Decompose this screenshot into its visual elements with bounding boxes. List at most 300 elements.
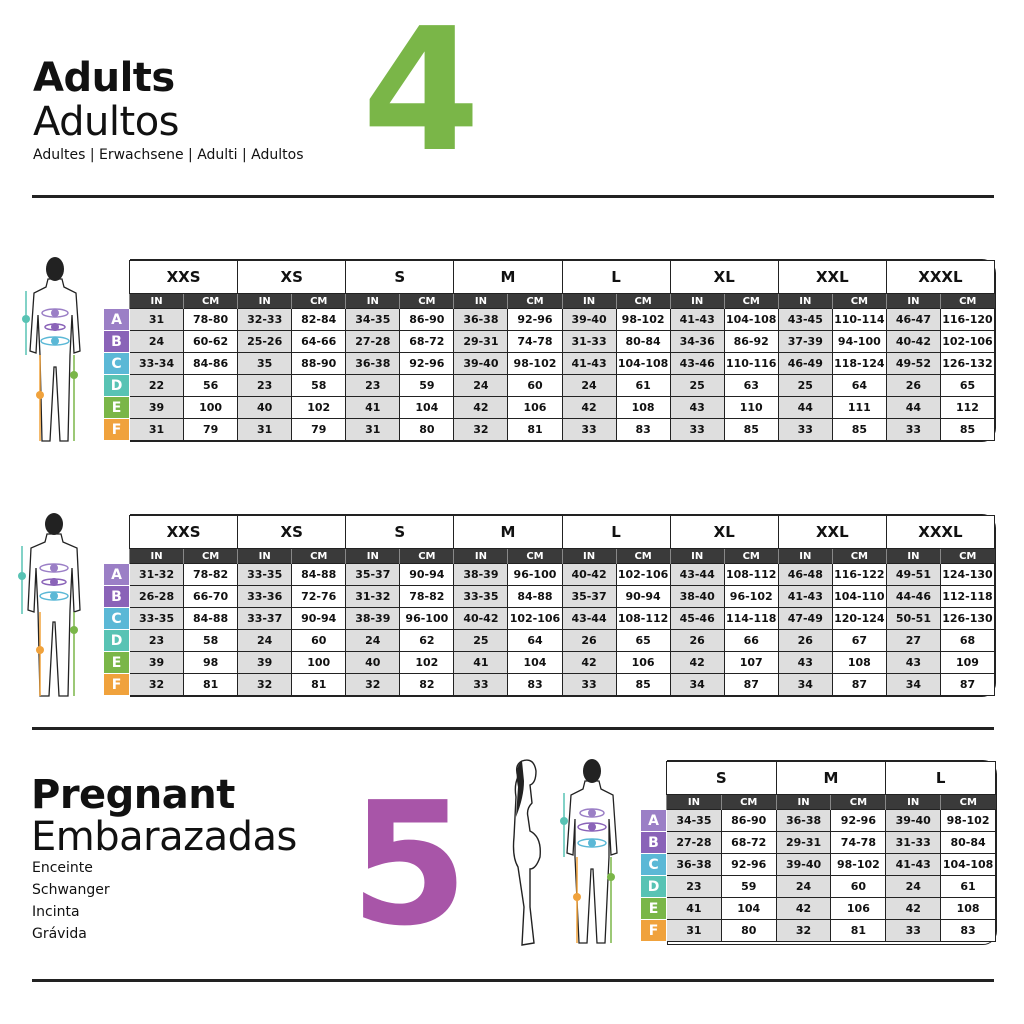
female-table-cell: 110-116	[724, 353, 778, 375]
male-table-cell: 44-46	[886, 586, 940, 608]
female-table-cell: 40-42	[886, 331, 940, 353]
male-unit-in: IN	[346, 549, 400, 564]
pregnant-table-cell: 27-28	[667, 832, 722, 854]
female-table-cell: 31-33	[562, 331, 616, 353]
male-table-cell: 47-49	[778, 608, 832, 630]
male-table-cell: 108-112	[724, 564, 778, 586]
pregnant-table-cell: 108	[941, 898, 996, 920]
pregnant-lang-3: Incinta	[32, 904, 80, 920]
pregnant-profile-figure	[500, 757, 560, 949]
male-table-cell: 40-42	[562, 564, 616, 586]
pregnant-row-letter: B	[641, 832, 667, 854]
male-unit-in: IN	[886, 549, 940, 564]
pregnant-table-cell: 42	[776, 898, 831, 920]
male-table-cell: 78-82	[400, 586, 454, 608]
female-table-cell: 112	[940, 397, 994, 419]
female-table-cell: 44	[886, 397, 940, 419]
male-table-cell: 83	[508, 674, 562, 696]
pregnant-front-figure	[556, 757, 628, 949]
pregnant-table-row	[641, 876, 996, 898]
female-table-cell: 31	[130, 309, 184, 331]
female-table-cell: 44	[778, 397, 832, 419]
pregnant-unit-cm: CM	[721, 795, 776, 810]
pregnant-table-cell: 39-40	[886, 810, 941, 832]
male-table-row	[104, 674, 995, 696]
corner-blank	[104, 261, 130, 294]
male-table-cell: 39	[130, 652, 184, 674]
male-table-cell: 87	[832, 674, 886, 696]
female-table-cell: 40	[238, 397, 292, 419]
female-table-cell: 79	[184, 419, 238, 441]
female-table-cell: 33	[886, 419, 940, 441]
female-table-cell: 31	[238, 419, 292, 441]
male-table-cell: 50-51	[886, 608, 940, 630]
male-table-cell: 43	[886, 652, 940, 674]
male-table-cell: 72-76	[292, 586, 346, 608]
female-size-header: S	[346, 261, 454, 294]
pregnant-table-cell: 31-33	[886, 832, 941, 854]
female-table-cell: 94-100	[832, 331, 886, 353]
pregnant-table-cell: 80-84	[941, 832, 996, 854]
pregnant-unit-in: IN	[667, 795, 722, 810]
female-table-cell: 92-96	[400, 353, 454, 375]
female-table-cell: 74-78	[508, 331, 562, 353]
male-table-cell: 98	[184, 652, 238, 674]
female-table-cell: 85	[724, 419, 778, 441]
pregnant-table-cell: 106	[831, 898, 886, 920]
female-table-cell: 34-35	[346, 309, 400, 331]
female-table-cell: 64-66	[292, 331, 346, 353]
male-size-header: XXXL	[886, 516, 994, 549]
male-size-header: XL	[670, 516, 778, 549]
female-table-cell: 41-43	[670, 309, 724, 331]
female-table-cell: 80	[400, 419, 454, 441]
female-unit-cm: CM	[400, 294, 454, 309]
male-table-cell: 96-100	[508, 564, 562, 586]
female-table-cell: 110-114	[832, 309, 886, 331]
female-unit-in: IN	[130, 294, 184, 309]
pregnant-table-cell: 24	[776, 876, 831, 898]
male-table-cell: 32	[346, 674, 400, 696]
female-table-cell: 46-47	[886, 309, 940, 331]
male-table-cell: 102-106	[508, 608, 562, 630]
male-table-cell: 109	[940, 652, 994, 674]
male-table-cell: 87	[724, 674, 778, 696]
female-table-cell: 61	[616, 375, 670, 397]
female-table-cell: 43-46	[670, 353, 724, 375]
female-table-cell: 32-33	[238, 309, 292, 331]
male-table-row	[104, 608, 995, 630]
female-table-cell: 65	[940, 375, 994, 397]
female-row-letter: C	[104, 353, 130, 375]
female-table-cell: 33-34	[130, 353, 184, 375]
male-table-cell: 34	[886, 674, 940, 696]
female-table-cell: 39-40	[454, 353, 508, 375]
female-table-cell: 104-108	[724, 309, 778, 331]
male-table-cell: 26-28	[130, 586, 184, 608]
female-table-cell: 23	[346, 375, 400, 397]
pregnant-table-cell: 68-72	[721, 832, 776, 854]
female-table-cell: 36-38	[454, 309, 508, 331]
pregnant-lang-1: Enceinte	[32, 860, 93, 876]
pregnant-unit-cm: CM	[941, 795, 996, 810]
female-table-cell: 26	[886, 375, 940, 397]
male-row-letter: E	[104, 652, 130, 674]
female-unit-cm: CM	[508, 294, 562, 309]
female-table-cell: 84-86	[184, 353, 238, 375]
pregnant-table-cell: 81	[831, 920, 886, 942]
female-table-cell: 25-26	[238, 331, 292, 353]
male-unit-cm: CM	[724, 549, 778, 564]
female-row-letter: B	[104, 331, 130, 353]
corner-blank	[104, 294, 130, 309]
male-table-cell: 60	[292, 630, 346, 652]
female-unit-cm: CM	[940, 294, 994, 309]
female-table-cell: 37-39	[778, 331, 832, 353]
female-size-header: L	[562, 261, 670, 294]
female-unit-in: IN	[778, 294, 832, 309]
pregnant-table-row	[641, 898, 996, 920]
male-table-cell: 108	[832, 652, 886, 674]
pregnant-size-table	[640, 761, 996, 942]
male-table-cell: 67	[832, 630, 886, 652]
male-table-cell: 26	[562, 630, 616, 652]
male-table-cell: 107	[724, 652, 778, 674]
male-size-header: XS	[238, 516, 346, 549]
female-table-cell: 25	[778, 375, 832, 397]
female-table-cell: 80-84	[616, 331, 670, 353]
male-size-header: XXL	[778, 516, 886, 549]
male-row-letter: A	[104, 564, 130, 586]
male-table-cell: 102-106	[616, 564, 670, 586]
male-unit-cm: CM	[184, 549, 238, 564]
male-unit-cm: CM	[292, 549, 346, 564]
corner-blank	[641, 795, 667, 810]
female-table-row	[104, 419, 995, 441]
female-table-cell: 60-62	[184, 331, 238, 353]
male-table-cell: 27	[886, 630, 940, 652]
male-size-header: S	[346, 516, 454, 549]
male-table-cell: 42	[562, 652, 616, 674]
adults-subtitle: Adultos	[33, 99, 180, 145]
female-table-row	[104, 331, 995, 353]
pregnant-table-cell: 41-43	[886, 854, 941, 876]
male-table-cell: 102	[400, 652, 454, 674]
male-table-cell: 33-35	[130, 608, 184, 630]
female-table-cell: 36-38	[346, 353, 400, 375]
female-unit-cm: CM	[184, 294, 238, 309]
pregnant-table-cell: 104	[721, 898, 776, 920]
female-table-cell: 35	[238, 353, 292, 375]
male-table-cell: 32	[238, 674, 292, 696]
female-table-cell: 56	[184, 375, 238, 397]
male-table-cell: 24	[238, 630, 292, 652]
male-table-cell: 81	[184, 674, 238, 696]
female-table-cell: 60	[508, 375, 562, 397]
female-table-cell: 118-124	[832, 353, 886, 375]
male-size-header: L	[562, 516, 670, 549]
male-size-header: M	[454, 516, 562, 549]
male-table-cell: 35-37	[562, 586, 616, 608]
male-table-cell: 66	[724, 630, 778, 652]
male-table-cell: 38-39	[346, 608, 400, 630]
female-table-cell: 100	[184, 397, 238, 419]
male-size-header: XXS	[130, 516, 238, 549]
male-table-cell: 96-102	[724, 586, 778, 608]
female-unit-cm: CM	[832, 294, 886, 309]
pregnant-table-cell: 80	[721, 920, 776, 942]
male-row-letter: B	[104, 586, 130, 608]
male-table-cell: 33-37	[238, 608, 292, 630]
pregnant-size-header: M	[776, 762, 886, 795]
male-row-letter: F	[104, 674, 130, 696]
pregnant-table-cell: 33	[886, 920, 941, 942]
male-table-cell: 45-46	[670, 608, 724, 630]
female-body-figure	[18, 255, 93, 445]
male-table-cell: 62	[400, 630, 454, 652]
male-table-cell: 40	[346, 652, 400, 674]
female-table-cell: 126-132	[940, 353, 994, 375]
female-table-cell: 41-43	[562, 353, 616, 375]
male-table-cell: 87	[940, 674, 994, 696]
male-table-cell: 25	[454, 630, 508, 652]
male-row-letter: D	[104, 630, 130, 652]
pregnant-table-cell: 98-102	[831, 854, 886, 876]
female-table-cell: 92-96	[508, 309, 562, 331]
male-unit-in: IN	[454, 549, 508, 564]
pregnant-row-letter: C	[641, 854, 667, 876]
female-table-cell: 27-28	[346, 331, 400, 353]
male-table-cell: 40-42	[454, 608, 508, 630]
female-size-header: XL	[670, 261, 778, 294]
corner-blank	[104, 549, 130, 564]
female-table-cell: 88-90	[292, 353, 346, 375]
female-unit-in: IN	[238, 294, 292, 309]
female-table-cell: 42	[454, 397, 508, 419]
pregnant-row-letter: A	[641, 810, 667, 832]
male-table-cell: 108-112	[616, 608, 670, 630]
male-table-row	[104, 652, 995, 674]
female-table-cell: 42	[562, 397, 616, 419]
pregnant-table-cell: 59	[721, 876, 776, 898]
female-table-row	[104, 353, 995, 375]
male-table-cell: 66-70	[184, 586, 238, 608]
male-table-cell: 35-37	[346, 564, 400, 586]
male-table-cell: 31-32	[346, 586, 400, 608]
male-table-cell: 26	[778, 630, 832, 652]
pregnant-subtitle: Embarazadas	[31, 814, 297, 860]
female-table-cell: 33	[778, 419, 832, 441]
male-table-cell: 33-35	[238, 564, 292, 586]
male-table-cell: 33-35	[454, 586, 508, 608]
female-table-cell: 82-84	[292, 309, 346, 331]
female-table-cell: 32	[454, 419, 508, 441]
adults-languages: Adultes | Erwachsene | Adulti | Adultos	[33, 147, 304, 163]
pregnant-unit-cm: CM	[831, 795, 886, 810]
pregnant-table-cell: 29-31	[776, 832, 831, 854]
pregnant-unit-in: IN	[776, 795, 831, 810]
pregnant-size-header: L	[886, 762, 996, 795]
female-table-cell: 29-31	[454, 331, 508, 353]
female-table-cell: 104	[400, 397, 454, 419]
male-table-cell: 90-94	[400, 564, 454, 586]
male-table-cell: 34	[670, 674, 724, 696]
male-table-cell: 49-51	[886, 564, 940, 586]
female-size-header: XS	[238, 261, 346, 294]
male-table-cell: 112-118	[940, 586, 994, 608]
pregnant-table-cell: 34-35	[667, 810, 722, 832]
male-table-cell: 38-40	[670, 586, 724, 608]
female-unit-in: IN	[454, 294, 508, 309]
male-table-cell: 90-94	[616, 586, 670, 608]
pregnant-table-cell: 83	[941, 920, 996, 942]
female-table-cell: 104-108	[616, 353, 670, 375]
male-table-cell: 42	[670, 652, 724, 674]
female-table-cell: 31	[130, 419, 184, 441]
pregnant-table-cell: 104-108	[941, 854, 996, 876]
male-unit-in: IN	[562, 549, 616, 564]
female-table-cell: 111	[832, 397, 886, 419]
male-table-cell: 68	[940, 630, 994, 652]
male-table-cell: 58	[184, 630, 238, 652]
adults-title: Adults	[33, 55, 175, 101]
male-table-cell: 24	[346, 630, 400, 652]
female-unit-in: IN	[346, 294, 400, 309]
female-size-header: XXL	[778, 261, 886, 294]
pregnant-table-cell: 32	[776, 920, 831, 942]
male-table-cell: 120-124	[832, 608, 886, 630]
male-unit-cm: CM	[616, 549, 670, 564]
female-row-letter: D	[104, 375, 130, 397]
female-table-cell: 59	[400, 375, 454, 397]
divider-middle	[32, 727, 994, 730]
female-table-cell: 33	[670, 419, 724, 441]
male-table-cell: 33	[562, 674, 616, 696]
female-table-cell: 83	[616, 419, 670, 441]
female-table-cell: 22	[130, 375, 184, 397]
female-table-row	[104, 397, 995, 419]
male-table-cell: 38-39	[454, 564, 508, 586]
male-unit-cm: CM	[508, 549, 562, 564]
female-table-cell: 43	[670, 397, 724, 419]
pregnant-table-cell: 61	[941, 876, 996, 898]
female-table-cell: 79	[292, 419, 346, 441]
female-table-cell: 98-102	[616, 309, 670, 331]
female-table-row	[104, 309, 995, 331]
pregnant-table-cell: 31	[667, 920, 722, 942]
pregnant-table-row	[641, 832, 996, 854]
female-size-header: XXS	[130, 261, 238, 294]
male-table-cell: 78-82	[184, 564, 238, 586]
male-table-row	[104, 630, 995, 652]
female-table-cell: 43-45	[778, 309, 832, 331]
female-row-letter: A	[104, 309, 130, 331]
male-unit-cm: CM	[832, 549, 886, 564]
female-table-cell: 116-120	[940, 309, 994, 331]
female-table-cell: 33	[562, 419, 616, 441]
adults-size-number: 4	[362, 0, 481, 190]
female-table-cell: 110	[724, 397, 778, 419]
pregnant-lang-2: Schwanger	[32, 882, 110, 898]
female-table-cell: 24	[562, 375, 616, 397]
female-table-cell: 86-90	[400, 309, 454, 331]
female-table-cell: 24	[454, 375, 508, 397]
female-unit-in: IN	[886, 294, 940, 309]
male-table-row	[104, 564, 995, 586]
male-table-cell: 33	[454, 674, 508, 696]
female-table-cell: 85	[940, 419, 994, 441]
male-table-cell: 23	[130, 630, 184, 652]
male-body-figure	[12, 510, 87, 700]
female-table-cell: 41	[346, 397, 400, 419]
pregnant-table-cell: 42	[886, 898, 941, 920]
pregnant-table-cell: 36-38	[667, 854, 722, 876]
female-table-cell: 49-52	[886, 353, 940, 375]
male-table-cell: 34	[778, 674, 832, 696]
female-unit-cm: CM	[292, 294, 346, 309]
male-table-cell: 43	[778, 652, 832, 674]
pregnant-table-cell: 98-102	[941, 810, 996, 832]
female-table-cell: 102	[292, 397, 346, 419]
pregnant-table-cell: 92-96	[721, 854, 776, 876]
male-table-cell: 90-94	[292, 608, 346, 630]
male-table-cell: 43-44	[562, 608, 616, 630]
female-table-cell: 25	[670, 375, 724, 397]
pregnant-table-cell: 39-40	[776, 854, 831, 876]
male-table-cell: 31-32	[130, 564, 184, 586]
pregnant-table-cell: 86-90	[721, 810, 776, 832]
female-table-cell: 24	[130, 331, 184, 353]
pregnant-size-number: 5	[350, 766, 469, 964]
female-table-cell: 34-36	[670, 331, 724, 353]
pregnant-table-row	[641, 854, 996, 876]
male-table-cell: 39	[238, 652, 292, 674]
male-table-cell: 85	[616, 674, 670, 696]
male-table-cell: 100	[292, 652, 346, 674]
female-unit-cm: CM	[724, 294, 778, 309]
female-table-cell: 46-49	[778, 353, 832, 375]
male-table-cell: 104-110	[832, 586, 886, 608]
female-table-cell: 64	[832, 375, 886, 397]
male-table-cell: 46-48	[778, 564, 832, 586]
male-table-cell: 126-130	[940, 608, 994, 630]
male-table-cell: 32	[130, 674, 184, 696]
male-table-cell: 96-100	[400, 608, 454, 630]
pregnant-row-letter: F	[641, 920, 667, 942]
pregnant-table-cell: 23	[667, 876, 722, 898]
male-size-table	[103, 515, 995, 696]
female-table-cell: 85	[832, 419, 886, 441]
pregnant-table-cell: 92-96	[831, 810, 886, 832]
male-table-cell: 33-36	[238, 586, 292, 608]
male-unit-cm: CM	[400, 549, 454, 564]
male-unit-in: IN	[130, 549, 184, 564]
pregnant-table-row	[641, 920, 996, 942]
female-table-cell: 86-92	[724, 331, 778, 353]
male-table-cell: 104	[508, 652, 562, 674]
pregnant-row-letter: D	[641, 876, 667, 898]
female-size-table	[103, 260, 995, 441]
male-unit-in: IN	[670, 549, 724, 564]
male-table-cell: 64	[508, 630, 562, 652]
male-table-cell: 82	[400, 674, 454, 696]
female-row-letter: E	[104, 397, 130, 419]
male-row-letter: C	[104, 608, 130, 630]
female-unit-in: IN	[670, 294, 724, 309]
male-unit-cm: CM	[940, 549, 994, 564]
pregnant-title: Pregnant	[31, 772, 235, 818]
male-table-row	[104, 586, 995, 608]
